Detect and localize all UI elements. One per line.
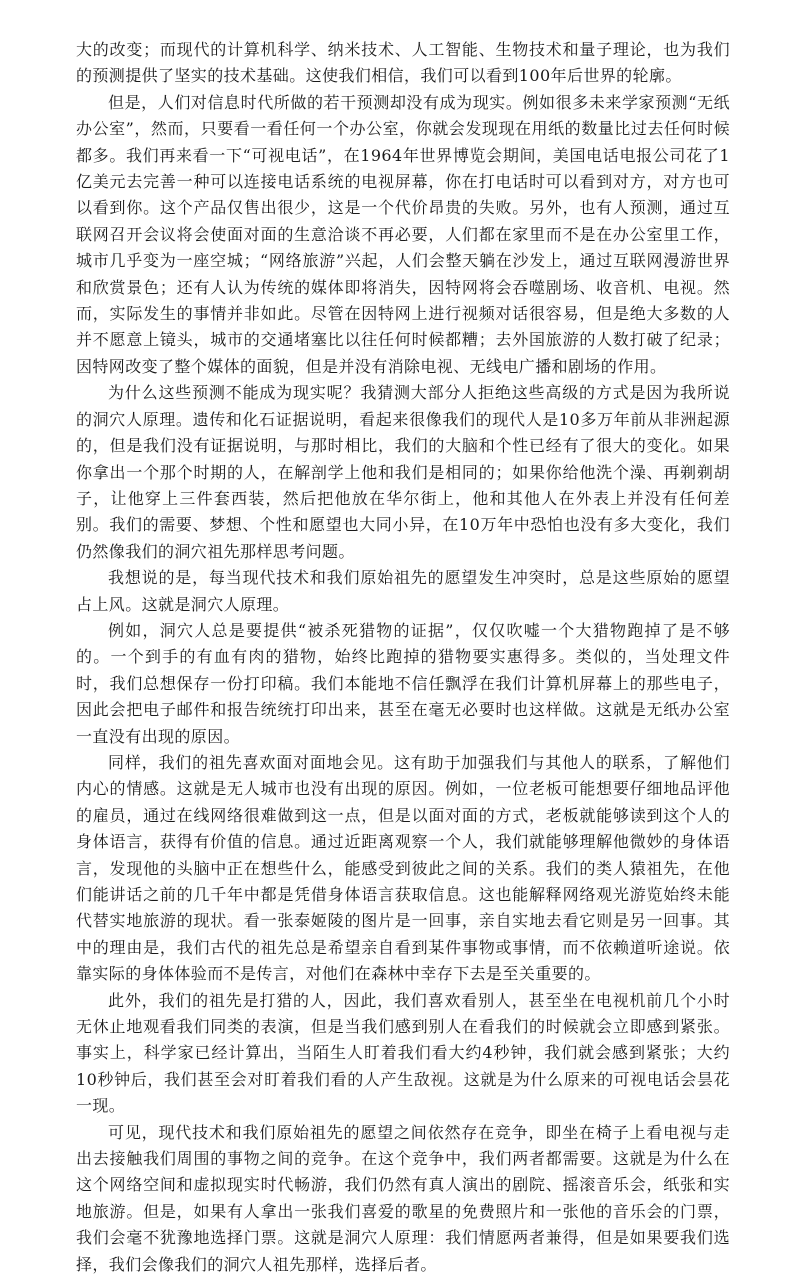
paragraph-3: 为什么这些预测不能成为现实呢？我猜测大部分人拒绝这些高级的方式是因为我所说的洞穴人原理。遗传和化石证据说明，看起来很像我们的现代人是10多万年前从非洲起源的，但是我们没有证据说明，与那时相比，我们的大脑和个性已经有了很大的变化。如果你拿出一个那个时期的人，在解剖学上他和我们是相同的；如果你给他洗个澡、再剃剃胡子，让他穿上三件套西装，然后把他放在华尔街上，他和其他人在外表上并没有任何差别。我们的需要、梦想、个性和愿望也大同小异，在10万年中恐怕也没有多大变化，我们仍然像我们的洞穴祖先那样思考问题。	[76, 383, 730, 561]
paragraph-7: 此外，我们的祖先是打猎的人，因此，我们喜欢看别人，甚至坐在电视机前几个小时无休止地观看我们同类的表演，但是当我们感到别人在看我们的时候就会立即感到紧张。事实上，科学家已经计算出，当陌生人盯着我们看大约4秒钟，我们就会感到紧张；大约10秒钟后，我们甚至会对盯着我们看的人产生敌视。这就是为什么原来的可视电话会昙花一现。	[76, 990, 730, 1116]
paragraph-5: 例如，洞穴人总是要提供“被杀死猎物的证据”，仅仅吹嘘一个大猎物跑掉了是不够的。一个到手的有血有肉的猎物，始终比跑掉的猎物要实惠得多。类似的，当处理文件时，我们总想保存一份打印稿。我们本能地不信任飘浮在我们计算机屏幕上的那些电子，因此会把电子邮件和报告统统打印出来，甚至在毫无必要时也这样做。这就是无纸办公室一直没有出现的原因。	[76, 620, 730, 746]
paragraph-8: 可见，现代技术和我们原始祖先的愿望之间依然存在竞争，即坐在椅子上看电视与走出去接触我们周围的事物之间的竞争。在这个竞争中，我们两者都需要。这就是为什么在这个网络空间和虚拟现实时代畅游，我们仍然有真人演出的剧院、摇滚音乐会，纸张和实地旅游。但是，如果有人拿出一张我们喜爱的歌星的免费照片和一张他的音乐会的门票，我们会毫不犹豫地选择门票。这就是洞穴人原理：我们情愿两者兼得，但是如果要我们选择，我们会像我们的洞穴人祖先那样，选择后者。	[76, 1122, 730, 1274]
paragraph-1: 大的改变；而现代的计算机科学、纳米技术、人工智能、生物技术和量子理论，也为我们的预测提供了坚实的技术基础。这使我们相信，我们可以看到100年后世界的轮廓。	[76, 40, 730, 86]
paragraph-4: 我想说的是，每当现代技术和我们原始祖先的愿望发生冲突时，总是这些原始的愿望占上风。这就是洞穴人原理。	[76, 568, 730, 614]
paragraph-2: 但是，人们对信息时代所做的若干预测却没有成为现实。例如很多未来学家预测“无纸办公室”，然而，只要看一看任何一个办公室，你就会发现现在用纸的数量比过去任何时候都多。我们再来看一下“可视电话”，在1964年世界博览会期间，美国电话电报公司花了1亿美元去完善一种可以连接电话系统的电视屏幕，你在打电话时可以看到对方，对方也可以看到你。这个产品仅售出很少，这是一个代价昂贵的失败。另外，也有人预测，通过互联网召开会议将会使面对面的生意洽谈不再必要，人们都在家里而不是在办公室里工作，城市几乎变为一座空城；“网络旅游”兴起，人们会整天躺在沙发上，通过互联网漫游世界和欣赏景色；还有人认为传统的媒体即将消失，因特网将会吞噬剧场、收音机、电视。然而，实际发生的事情并非如此。尽管在因特网上进行视频对话很容易，但是绝大多数的人并不愿意上镜头，城市的交通堵塞比以往任何时候都糟；去外国旅游的人数打破了纪录；因特网改变了整个媒体的面貌，但是并没有消除电视、无线电广播和剧场的作用。	[76, 92, 730, 376]
paragraph-6: 同样，我们的祖先喜欢面对面地会见。这有助于加强我们与其他人的联系，了解他们内心的情感。这就是无人城市也没有出现的原因。例如，一位老板可能想要仔细地品评他的雇员，通过在线网络很难做到这一点，但是以面对面的方式，老板就能够读到这个人的身体语言，获得有价值的信息。通过近距离观察一个人，我们就能够理解他微妙的身体语言，发现他的头脑中正在想些什么，能感受到彼此之间的关系。我们的类人猿祖先，在他们能讲话之前的几千年中都是凭借身体语言获取信息。这也能解释网络观光游览始终未能代替实地旅游的现状。看一张泰姬陵的图片是一回事，亲自实地去看它则是另一回事。其中的理由是，我们古代的祖先总是希望亲自看到某件事物或事情，而不依赖道听途说。依靠实际的身体体验而不是传言，对他们在森林中幸存下去是至关重要的。	[76, 752, 730, 984]
